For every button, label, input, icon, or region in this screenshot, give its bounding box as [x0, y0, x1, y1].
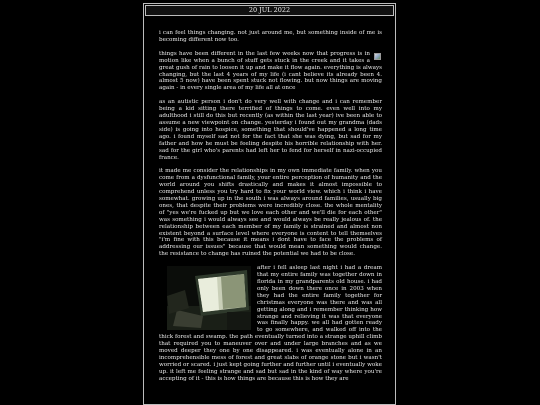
entry-body: [159, 30, 382, 390]
entry-paragraph: it made me consider the relationships in my own immediate family. when you come from a dysfunctional family, your entire perception of humanity and the world around you shifts drastically and makes it almost impossible to comprehend unless you try hard to fix your world view. which i think i have somewhat. growing up in the south i was always around families, usually big ones, that despite their problems were incredibly close. the whole mentality of "yes we're fucked up but we love each other and we'll die for each other" was something i would always see and would always be really jealous of. the relationship between each member of my family is strained and almost non existent beyond a surface level where everyone is content to tell themselves "i'm fine with this because it means i dont have to face the problems of addressing our issues" because that would mean something would change. the resistance to change has ruined the potential we had to be close.: [159, 168, 382, 258]
journal-entry-frame: [143, 3, 396, 405]
dream-photo: [167, 266, 251, 330]
broken-image-icon: [374, 53, 381, 60]
entry-date: 20 JUL 2022: [145, 5, 394, 16]
entry-paragraph: after i fell asleep last night i had a dream that my entire family was together down in florida in my grandparents old house. i had only been down there once in 2003 when they had the entire family together for christmas everyone was there and was all getting along and i remember thinking how strange and relieving it was that everyone was finally happy. we all had gotten ready to go somewhere, and walked off into the thick forest and swamp. the path eventually turned into a strange uphill climb that required you to maneuver over and under large branches and as we moved deeper they one by one disappeared. i was eventually alone in an incomprehensible mess of forest and great slabs of orange stone but i wasn't worried or scared. i just kept going further and further until i eventually woke up. it left me feeling strange and sad but sad in the kind of way where you're accepting of it - this is how things are because this is how they are: [159, 265, 382, 382]
inline-image: [374, 53, 382, 61]
entry-paragraph: as an autistic person i don't do very well with change and i can remember being a kid sitting there terrified of things to come. even well into my adulthood i still do this but recently (as within the last year) ive been able to assume a new viewpoint on change. yesterday i found out my grandma (dads side) is going into hospice, something that should've happened a long time ago. i found myself sad not for the fact that she was dying, but sad for my father and how he must be feeling despite his horrible relationship with her. sad for the girl who's parents had left her to fend for herself in nazi-occupied france.: [159, 99, 382, 161]
entry-paragraph: things have been different in the last few weeks now that progress is in motion like when a bunch of stuff gets stuck in the creek and it takes a great gush of rain to loosen it up and make it flow again. everything is always changing, but the last 4 years of my life (i cant believe its already been 4. almost 5 now) have been spent stuck not flowing. but now things are moving again - in every single area of my life all at once: [159, 50, 382, 92]
laptop-photo-icon: [167, 266, 251, 330]
entry-paragraph: i can feel things changing. not just around me, but something inside of me is becoming different now too.: [159, 30, 382, 43]
